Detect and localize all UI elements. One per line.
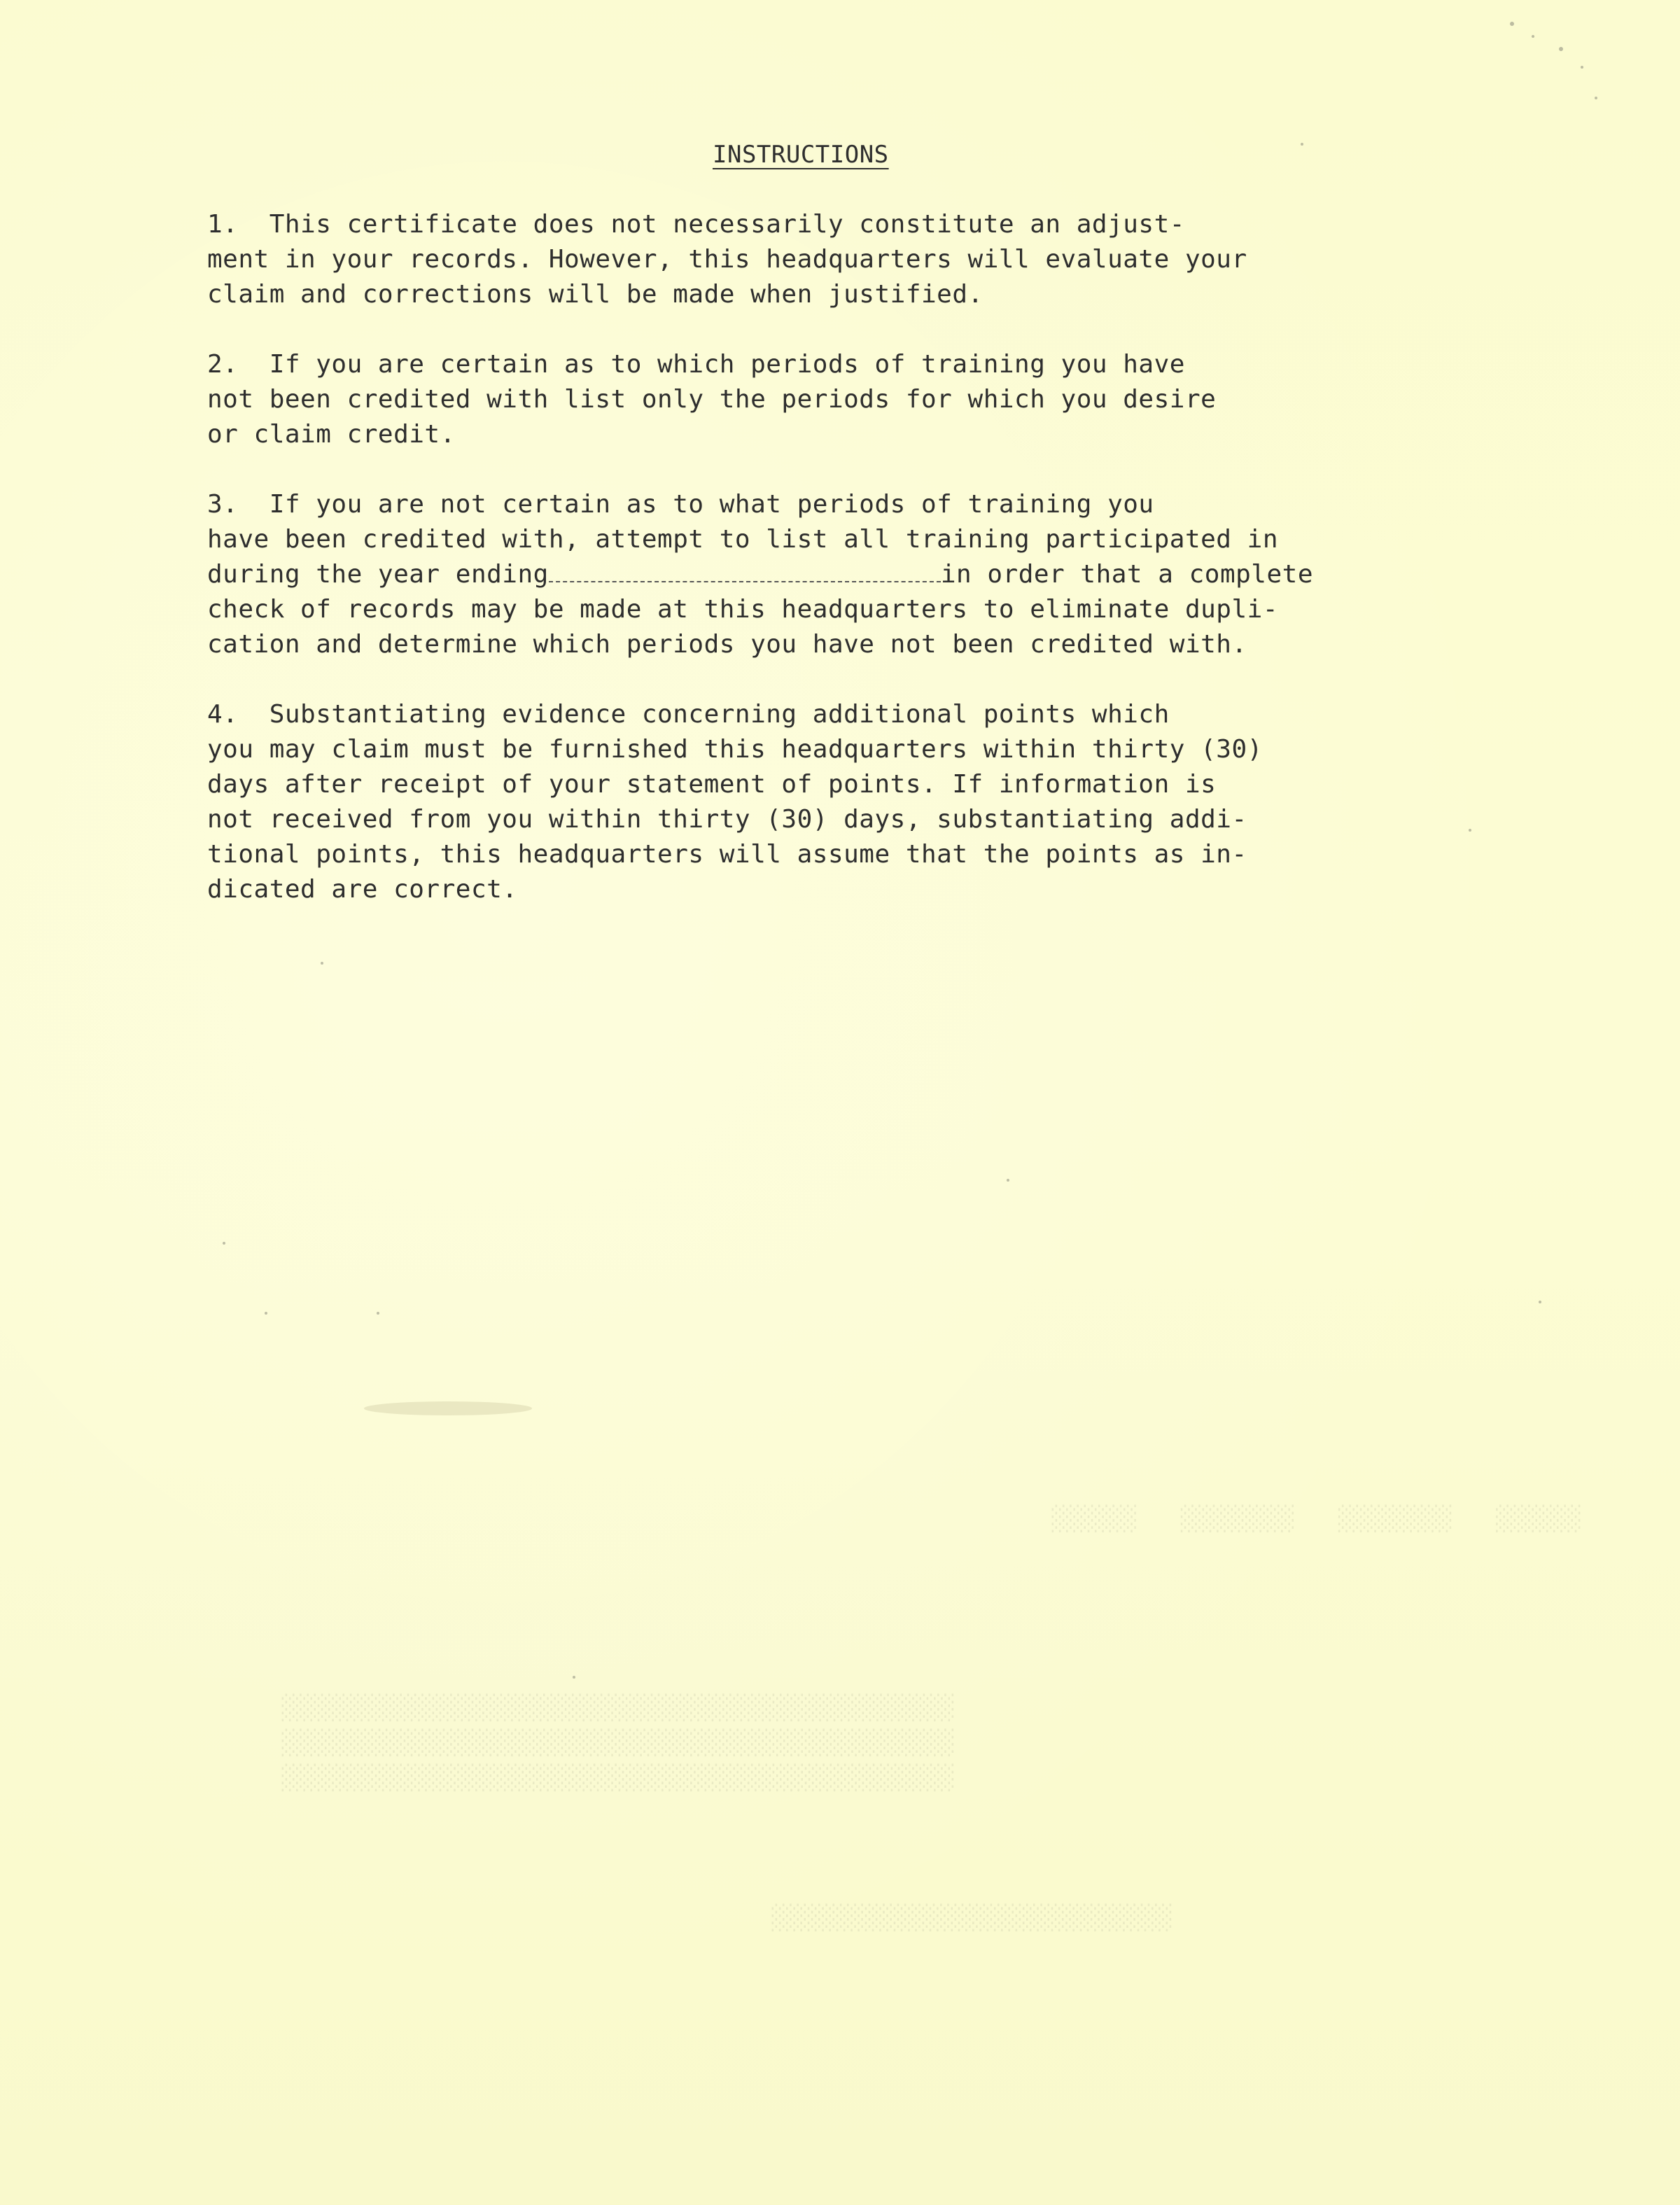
paragraph-line: ment in your records. However, this headquarters will evaluate your: [207, 245, 1247, 274]
paragraph-line: claim and corrections will be made when justified.: [207, 280, 983, 309]
paragraph-line: not been credited with list only the periods for which you desire: [207, 385, 1217, 414]
paragraph-line: during the year ending: [207, 560, 549, 589]
page-title: INSTRUCTIONS: [713, 141, 889, 169]
paragraph-line: cation and determine which periods you have not been credited with.: [207, 630, 1247, 659]
paragraph-line: you may claim must be furnished this headquarters within thirty (30): [207, 735, 1263, 764]
paragraph-line: check of records may be made at this headquarters to eliminate dupli-: [207, 595, 1278, 624]
paragraph-line: 3. If you are not certain as to what periods of training you: [207, 490, 1154, 519]
year-ending-blank[interactable]: [549, 574, 941, 582]
paragraph-line: 4. Substantiating evidence concerning additional points which: [207, 700, 1170, 729]
paragraph-line: or claim credit.: [207, 420, 456, 449]
instruction-paragraph-4: [207, 697, 1439, 907]
paragraph-line: dicated are correct.: [207, 875, 518, 904]
paragraph-line: not received from you within thirty (30) days, substantiating addi-: [207, 805, 1247, 834]
paragraph-line: 1. This certificate does not necessarily constitute an adjust-: [207, 210, 1185, 239]
show-through-ghost: ░░░░░░░░░░░░░░░░░░░░░░░░░░░░: [770, 1904, 1172, 1932]
instruction-paragraph-3: [207, 487, 1439, 662]
paragraph-line: tional points, this headquarters will assume that the points as in-: [207, 840, 1247, 869]
show-through-ghost: ░░░░░░░░░░░░░░░░░░░░░░░░░░░░░░░░░░░░░░░░░░░░░░░: [280, 1694, 954, 1722]
paragraph-line: 2. If you are certain as to which periods of training you have: [207, 350, 1185, 379]
paragraph-line: days after receipt of your statement of points. If information is: [207, 770, 1217, 799]
show-through-ghost: ░░░░░░░░░░░░░░░░░░░░░░░░░░░░░░░░░░░░░░░░░░░░░░░: [280, 1729, 954, 1757]
instruction-paragraph-2: [207, 347, 1439, 452]
show-through-ghost: ░░░░░░ ░░░░░░░░ ░░░░░░░░ ░░░░░░: [1050, 1505, 1581, 1533]
paragraph-line: have been credited with, attempt to list all training participated in: [207, 525, 1278, 554]
show-through-ghost: ░░░░░░░░░░░░░░░░░░░░░░░░░░░░░░░░░░░░░░░░░░░░░░░: [280, 1764, 954, 1792]
instruction-paragraph-1: [207, 207, 1439, 312]
paragraph-line: in order that a complete: [940, 560, 1313, 589]
